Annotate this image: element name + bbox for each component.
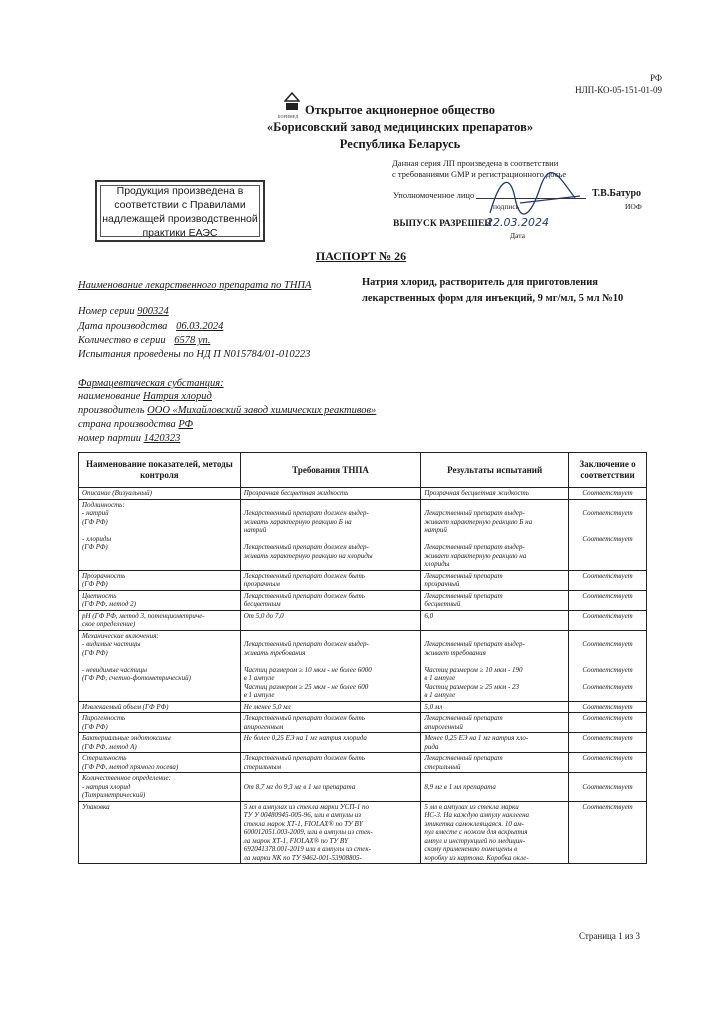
table-cell-parameter: Описание (Визуальный) (79, 488, 241, 500)
maker-label: производитель (78, 405, 145, 416)
table-cell-requirement: Не более 0,25 ЕЭ на 1 мг натрия хлорида (240, 733, 421, 753)
table-cell-parameter: Пирогенность (ГФ РФ) (79, 713, 241, 733)
table-body (79, 488, 647, 864)
table-row (79, 733, 647, 753)
date-label: Дата (510, 231, 525, 240)
table-cell-requirement: Лекарственный препарат должен выдер- живать характерную реакцию Б на натрий Лекарственный препарат должен выдер- живать характерную реакцию на хлориды (240, 499, 421, 570)
passport-title: ПАСПОРТ № 26 (315, 249, 407, 263)
table-cell-result: Лекарственный препарат выдер- живает требования Частиц размером ≥ 10 мкм - 190 в 1 ампуле Частиц размером ≥ 25 мкм - 23 в 1 ампуле (421, 630, 569, 701)
table-row (79, 713, 647, 733)
table-cell-result: Прозрачная бесцветная жидкость (421, 488, 569, 500)
table-cell-result: 5 мл в ампулах из стекла марки НС-3. На каждую ампулу наклеена этикетка самоклеящаяся. 10 ам- пул вместе с ножом для вскрытия ампул и инструкцией по медицин- скому применению помещены в коробку из картона. Коробка окле- (421, 801, 569, 864)
prod-date-value: 06.03.2024 (176, 321, 224, 332)
substance-name-label: наименование (78, 391, 141, 402)
table-cell-parameter: Упаковка (79, 801, 241, 864)
maker-value: ООО «Михайловский завод химических реактивов» (147, 405, 377, 416)
table-cell-requirement: Лекарственный препарат должен выдер- живать требования Частиц размером ≥ 10 мкм - не более 6000 в 1 ампуле Частиц размером ≥ 25 мкм - не более 600 в 1 ампуле (240, 630, 421, 701)
table-cell-result: 6,0 (421, 610, 569, 630)
table-header-cell: Результаты испытаний (421, 453, 569, 488)
table-cell-requirement: Лекарственный препарат должен быть стерильным (240, 753, 421, 773)
table-cell-parameter: Количественное определение: - натрия хлорид (Титриметрический) (79, 773, 241, 802)
prod-date-label: Дата производства (78, 321, 168, 332)
signature-line (476, 198, 586, 199)
table-cell-requirement: Лекарственный препарат должен быть апирогенным (240, 713, 421, 733)
release-note-line: Данная серия ЛП произведена в соответствии (392, 158, 559, 168)
company-header (200, 102, 600, 153)
stamp-line: Продукция произведена в (116, 185, 244, 197)
table-cell-parameter: Прозрачность (ГФ РФ) (79, 570, 241, 590)
table-cell-result: Лекарственный препарат стерильный (421, 753, 569, 773)
table-cell-conclusion: Соответствует (569, 753, 647, 773)
authorized-person-name: Т.В.Батуро (592, 188, 642, 199)
table-cell-conclusion: Соответствует (569, 713, 647, 733)
release-label: ВЫПУСК РАЗРЕШЕН (393, 219, 492, 229)
results-table (78, 452, 647, 864)
table-cell-conclusion: Соответствует (569, 488, 647, 500)
table-cell-parameter: Цветность (ГФ РФ, метод 2) (79, 590, 241, 610)
table-cell-conclusion: Соответствует (569, 610, 647, 630)
batch-label: номер партии (78, 433, 141, 444)
table-row (79, 701, 647, 713)
table-row (79, 488, 647, 500)
company-line: Открытое акционерное общество (305, 103, 495, 117)
country-label: страна производства (78, 419, 176, 430)
authorized-person-label: Уполномоченное лицо (393, 190, 475, 200)
country-value: РФ (178, 419, 193, 430)
table-cell-parameter: Бактериальные эндотоксины (ГФ РФ, метод А) (79, 733, 241, 753)
company-line: Республика Беларусь (339, 137, 461, 151)
company-line: «Борисовский завод медицинских препаратов» (266, 120, 534, 134)
table-cell-requirement: Не менее 5,0 мл (240, 701, 421, 713)
product-name-line: Натрия хлорид, растворитель для приготовления (362, 277, 598, 288)
batch-row (78, 432, 180, 446)
table-cell-conclusion: Соответствует (569, 773, 647, 802)
code-doc: НЛП-КО-05-151-01-09 (575, 85, 662, 95)
table-cell-result: 5,0 мл (421, 701, 569, 713)
table-cell-result: Менее 0,25 ЕЭ на 1 мг натрия хло- рида (421, 733, 569, 753)
page-number: Страница 1 из 3 (579, 931, 640, 941)
quantity-row (78, 334, 210, 348)
table-cell-conclusion: Соответствует (569, 570, 647, 590)
table-cell-result: Лекарственный препарат выдер- живает характерную реакцию Б на натрий Лекарственный препарат выдер- живает характерную реакцию на хлориды (421, 499, 569, 570)
stamp-line: надлежащей производственной (102, 213, 258, 225)
table-cell-conclusion: Соответствует Соответствует (569, 499, 647, 570)
series-value: 900324 (137, 306, 169, 317)
substance-name-row (78, 390, 212, 404)
table-cell-parameter: Стерильность (ГФ РФ, метод прямого посева) (79, 753, 241, 773)
quantity-label: Количество в серии (78, 335, 166, 346)
substance-name-value: Натрия хлорид (143, 391, 212, 402)
table-cell-requirement: Прозрачная бесцветная жидкость (240, 488, 421, 500)
table-row (79, 499, 647, 570)
table-row (79, 630, 647, 701)
code-rf: РФ (650, 73, 662, 83)
table-cell-parameter: pH (ГФ РФ, метод 3, потенциометриче- ское определение) (79, 610, 241, 630)
batch-value: 1420323 (143, 433, 181, 444)
iof-label: ИОФ (625, 202, 642, 211)
series-label: Номер серии (78, 306, 135, 317)
table-header-cell: Наименование показателей, методы контроля (79, 453, 241, 488)
table-cell-requirement: От 8,7 мг до 9,3 мг в 1 мл препарата (240, 773, 421, 802)
table-cell-parameter: Подлинность: - натрий (ГФ РФ) - хлориды (ГФ РФ) (79, 499, 241, 570)
table-cell-parameter: Извлекаемый объем (ГФ РФ) (79, 701, 241, 713)
signature-label: подпись (493, 202, 520, 211)
release-date: 22.03.2024 (486, 216, 549, 229)
gmp-stamp (95, 180, 265, 242)
table-cell-result: Лекарственный препарат бесцветный (421, 590, 569, 610)
table-cell-result: 8,9 мг в 1 мл препарата (421, 773, 569, 802)
logo-caption: БОРИМЕД (278, 114, 299, 119)
table-cell-requirement: Лекарственный препарат должен быть бесцветным (240, 590, 421, 610)
release-note-line: с требованиями GMP и регистрационного досье (392, 169, 567, 179)
table-row (79, 801, 647, 864)
table-cell-conclusion: Соответствует (569, 733, 647, 753)
stamp-line: практики ЕАЭС (142, 227, 218, 239)
table-cell-result: Лекарственный препарат апирогенный (421, 713, 569, 733)
table-cell-requirement: От 5,0 до 7,0 (240, 610, 421, 630)
table-row (79, 773, 647, 802)
quantity-value: 6578 уп. (174, 335, 211, 346)
series-row (78, 305, 169, 319)
product-name (362, 275, 652, 307)
table-row (79, 610, 647, 630)
table-cell-requirement: 5 мл в ампулах из стекла марки УСП-1 по ТУ У 00480945-005-96, или в ампулы из стекла марок ХТ-1, FIOLAX® по ТУ BY 600012051.003-2009, или в ампулы из стек- ла марок ХТ-1, FIOLAX® по ТУ BY 692041378.001-2019 или в ампулы из стек- ла марки NK по ТУ 9462-001-53908805- (240, 801, 421, 864)
table-cell-conclusion: Соответствует (569, 701, 647, 713)
table-row (79, 753, 647, 773)
table-cell-conclusion: Соответствует Соответствует Соответствует (569, 630, 647, 701)
table-cell-parameter: Механические включения: - видимые частицы (ГФ РФ) - невидимые частицы (ГФ РФ, счетно-фотометрический) (79, 630, 241, 701)
prod-date-row (78, 320, 223, 334)
product-name-line: лекарственных форм для инъекций, 9 мг/мл, 5 мл №10 (362, 293, 624, 304)
table-cell-conclusion: Соответствует (569, 590, 647, 610)
table-header-cell: Требования ТНПА (240, 453, 421, 488)
table-header-row (79, 453, 647, 488)
substance-heading: Фармацевтическая субстанция: (78, 378, 224, 389)
maker-row (78, 404, 376, 418)
tests-text: Испытания проведены по НД П N015784/01-010223 (78, 349, 311, 360)
table-cell-requirement: Лекарственный препарат должен быть прозрачным (240, 570, 421, 590)
stamp-line: соответствии с Правилами (114, 199, 246, 211)
table-cell-conclusion: Соответствует (569, 801, 647, 864)
product-name-label: Наименование лекарственного препарата по ТНПА (78, 280, 312, 291)
table-row (79, 590, 647, 610)
doc-codes (575, 72, 662, 96)
table-row (79, 570, 647, 590)
country-row (78, 418, 193, 432)
table-header-cell: Заключение о соответствии (569, 453, 647, 488)
table-cell-result: Лекарственный препарат прозрачный (421, 570, 569, 590)
